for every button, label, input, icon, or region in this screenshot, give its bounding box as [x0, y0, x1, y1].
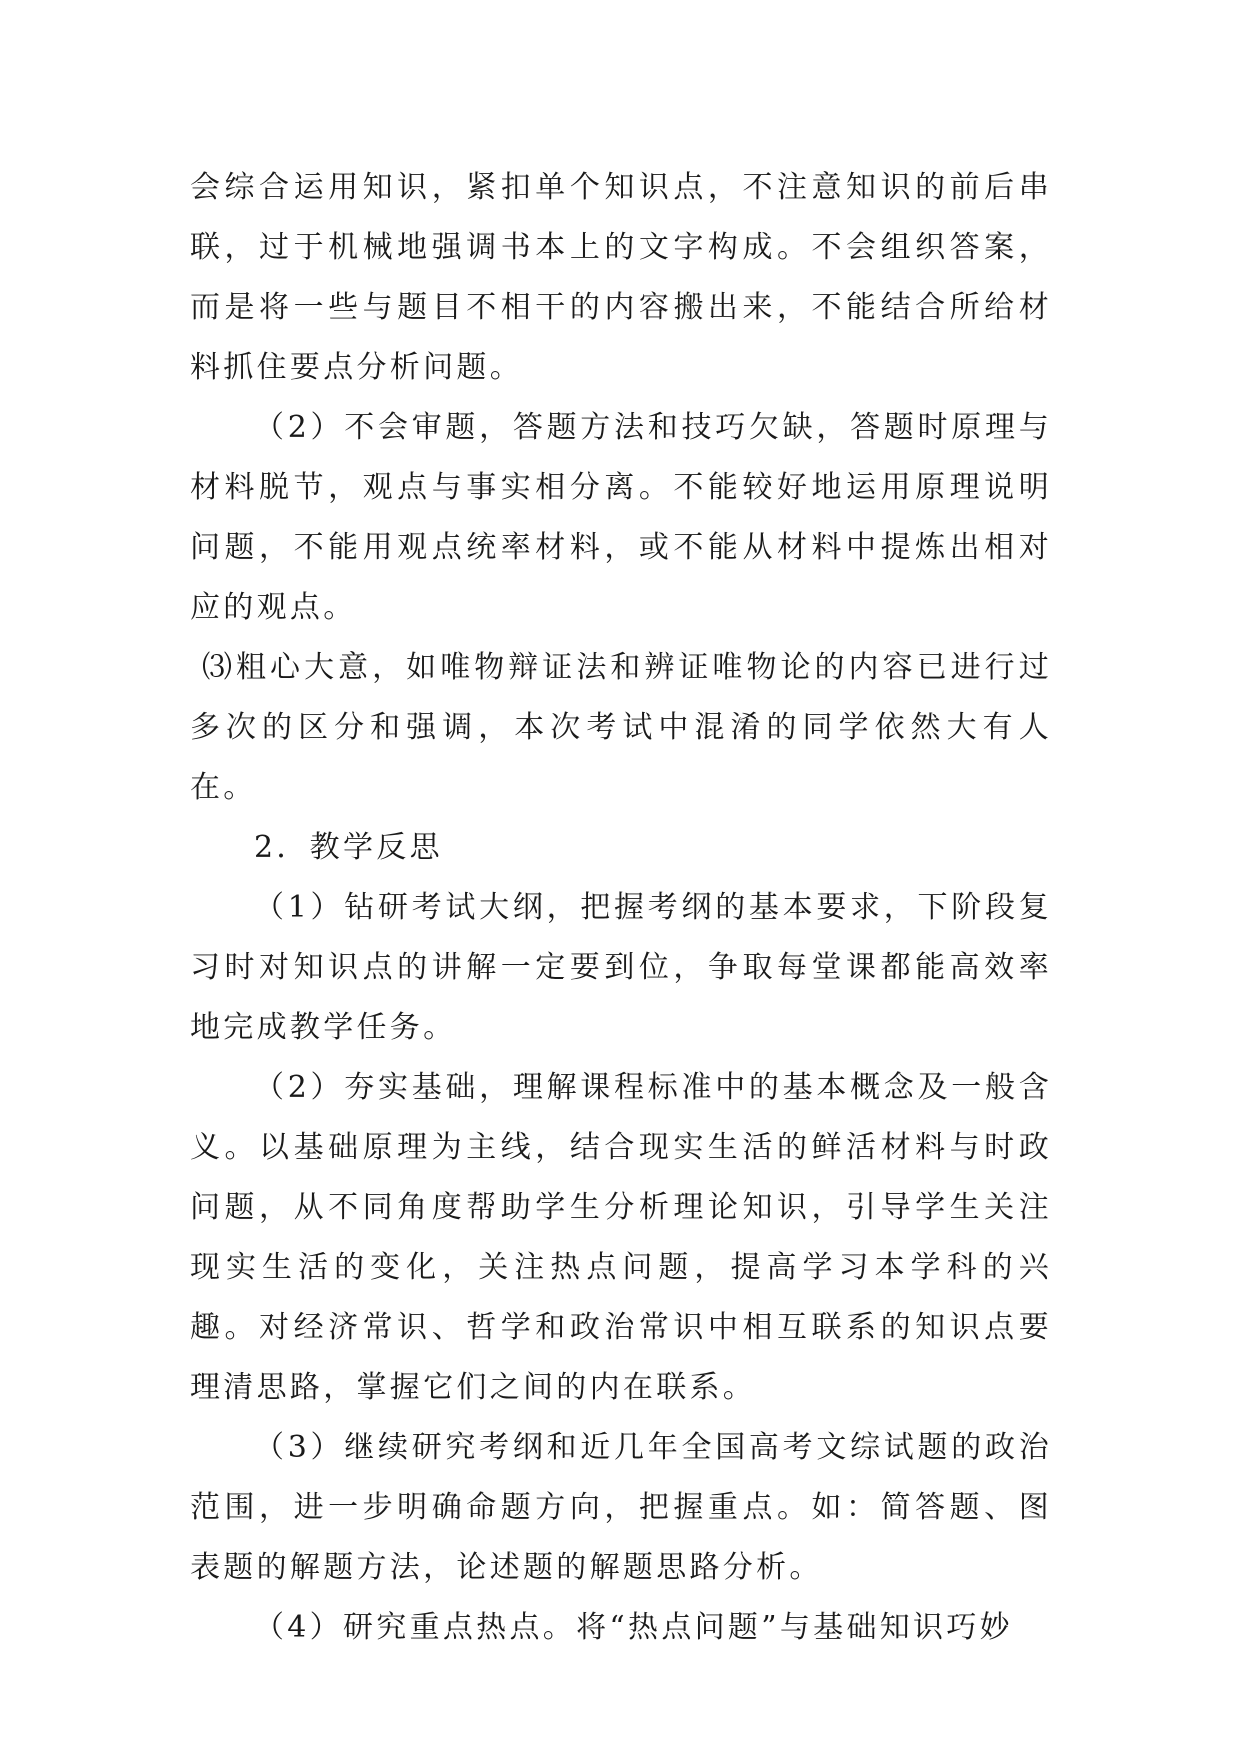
paragraph-continuation: 会综合运用知识，紧扣单个知识点，不注意知识的前后串联，过于机械地强调书本上的文字构成。不会组织答案，而是将一些与题目不相干的内容搬出来，不能结合所给材料抓住要点分析问题。 [190, 170, 1052, 385]
document-body [190, 158, 1052, 1658]
paragraph-reflection-1: （1）钻研考试大纲，把握考纲的基本要求，下阶段复习时对知识点的讲解一定要到位，争取每堂课都能高效率地完成教学任务。 [190, 890, 1052, 1045]
paragraph-reflection-2: （2）夯实基础，理解课程标准中的基本概念及一般含义。以基础原理为主线，结合现实生活的鲜活材料与时政问题，从不同角度帮助学生分析理论知识，引导学生关注现实生活的变化，关注热点问题，提高学习本学科的兴趣。对经济常识、哲学和政治常识中相互联系的知识点要理清思路，掌握它们之间的内在联系。 [190, 1070, 1052, 1405]
paragraph-reflection-3: （3）继续研究考纲和近几年全国高考文综试题的政治范围，进一步明确命题方向，把握重点。如：简答题、图表题的解题方法，论述题的解题思路分析。 [190, 1430, 1052, 1585]
paragraph-reflection-4: （4）研究重点热点。将“热点问题”与基础知识巧妙 [254, 1610, 1013, 1645]
paragraph-problem-2: （2）不会审题，答题方法和技巧欠缺，答题时原理与材料脱节，观点与事实相分离。不能较好地运用原理说明问题，不能用观点统率材料，或不能从材料中提炼出相对应的观点。 [190, 410, 1052, 625]
section-heading-teaching-reflection: 2．教学反思 [254, 830, 443, 865]
paragraph-problem-3: ⑶粗心大意，如唯物辩证法和辨证唯物论的内容已进行过多次的区分和强调，本次考试中混淆的同学依然大有人在。 [190, 650, 1052, 805]
